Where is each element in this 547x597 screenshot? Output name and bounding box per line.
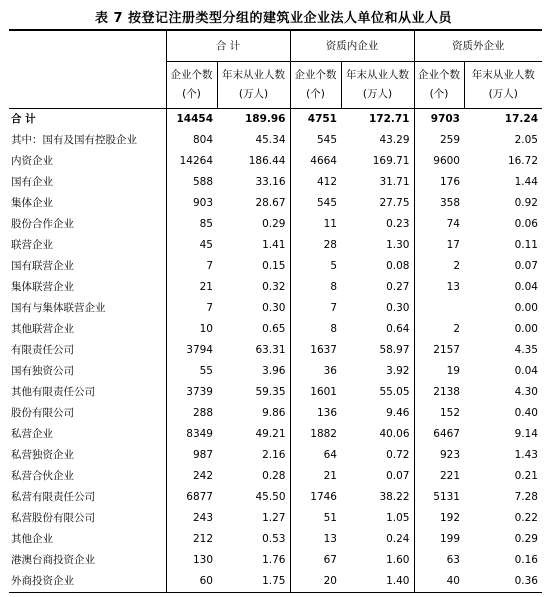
cell-qual-in-count: 8 [290,319,341,340]
cell-qual-out-count: 2 [414,319,464,340]
cell-qual-in-staff: 0.64 [386,323,410,335]
cell-qual-out-count: 152 [414,403,464,424]
cell-qual-in-staff: 169.71 [372,155,410,167]
cell-total-count: 14454 [166,109,217,131]
row-label: 私营有限责任公司 [11,491,95,503]
row-label: 股份合作企业 [11,218,74,230]
cell-qual-in-staff: 0.24 [386,533,410,545]
cell-total-staff: 2.16 [262,449,286,461]
table-row [9,214,542,235]
cell-total-staff: 45.50 [255,491,286,503]
row-label: 其他有限责任公司 [11,386,95,398]
table-row [9,151,542,172]
table-row [9,508,542,529]
row-label: 私营合伙企业 [11,470,74,482]
cell-qual-in-count: 412 [290,172,341,193]
row-label: 联营企业 [11,239,53,251]
cell-qual-in-count: 1601 [290,382,341,403]
cell-qual-in-count: 545 [290,193,341,214]
cell-qual-in-count: 1637 [290,340,341,361]
table-row [9,361,542,382]
cell-total-staff: 33.16 [255,176,286,188]
cell-total-count: 588 [166,172,217,193]
table-row [9,382,542,403]
cell-qual-in-staff: 31.71 [379,176,410,188]
cell-qual-in-staff: 0.07 [386,470,410,482]
cell-qual-in-staff: 43.29 [379,134,410,146]
table-row [9,529,542,550]
header-total-group: 合 计 [166,30,290,62]
cell-qual-in-count: 7 [290,298,341,319]
cell-total-staff: 0.29 [262,218,286,230]
table-row [9,445,542,466]
cell-qual-out-count: 6467 [414,424,464,445]
cell-qual-out-staff: 0.06 [514,218,538,230]
cell-qual-out-count: 192 [414,508,464,529]
cell-qual-in-staff: 0.23 [386,218,410,230]
cell-total-staff: 0.15 [262,260,286,272]
row-label: 外商投资企业 [9,571,166,593]
header-qual-in-staff: 年末从业人数(万人) [341,62,414,109]
cell-total-count: 21 [166,277,217,298]
cell-qual-in-count: 4664 [290,151,341,172]
cell-qual-out-staff: 4.35 [514,344,538,356]
cell-total-count: 903 [166,193,217,214]
cell-qual-out-count [414,298,464,319]
cell-total-count: 130 [166,550,217,571]
cell-qual-out-staff: 0.11 [514,239,538,251]
cell-total-staff: 1.41 [262,239,286,251]
cell-qual-in-count: 5 [290,256,341,277]
row-label: 集体联营企业 [11,281,74,293]
cell-qual-out-count: 74 [414,214,464,235]
cell-total-staff: 186.44 [248,155,286,167]
cell-total-staff: 28.67 [255,197,286,209]
row-label: 国有企业 [11,176,53,188]
row-label: 合 计 [11,113,36,125]
cell-qual-in-count: 136 [290,403,341,424]
cell-qual-in-staff: 58.97 [379,344,410,356]
cell-total-count: 45 [166,235,217,256]
cell-total-count: 55 [166,361,217,382]
cell-qual-in-count: 21 [290,466,341,487]
cell-qual-out-staff: 0.04 [514,281,538,293]
cell-total-staff: 1.75 [217,571,290,593]
table-row [9,277,542,298]
row-label: 集体企业 [11,197,53,209]
cell-qual-in-staff: 1.60 [386,554,410,566]
cell-qual-out-staff: 0.00 [514,302,538,314]
cell-qual-out-staff: 0.36 [464,571,542,593]
cell-total-staff: 45.34 [255,134,286,146]
table-row [9,319,542,340]
cell-qual-out-count: 259 [414,130,464,151]
cell-qual-in-count: 67 [290,550,341,571]
cell-qual-out-count: 176 [414,172,464,193]
table-row [9,340,542,361]
cell-qual-in-staff: 0.30 [386,302,410,314]
cell-qual-in-count: 4751 [290,109,341,131]
cell-qual-in-count: 8 [290,277,341,298]
row-label: 私营企业 [11,428,53,440]
cell-qual-in-staff: 55.05 [379,386,410,398]
cell-qual-out-count: 2157 [414,340,464,361]
cell-qual-out-count: 923 [414,445,464,466]
cell-total-count: 7 [166,298,217,319]
cell-total-staff: 0.53 [262,533,286,545]
table-row [9,298,542,319]
header-qual-out-group: 资质外企业 [414,30,542,62]
cell-total-count: 243 [166,508,217,529]
table-row [9,487,542,508]
cell-total-staff: 189.96 [244,113,286,125]
cell-total-count: 987 [166,445,217,466]
cell-qual-out-staff: 17.24 [504,113,538,125]
cell-total-count: 14264 [166,151,217,172]
cell-qual-in-staff: 9.46 [386,407,410,419]
cell-qual-in-count: 36 [290,361,341,382]
header-qual-out-staff: 年末从业人数(万人) [464,62,542,109]
cell-qual-in-count: 1746 [290,487,341,508]
cell-total-staff: 59.35 [255,386,286,398]
table-row-total [9,109,542,131]
row-label: 有限责任公司 [11,344,74,356]
cell-qual-in-staff: 3.92 [386,365,410,377]
cell-qual-out-staff: 0.04 [514,365,538,377]
row-label: 私营股份有限公司 [11,512,95,524]
cell-total-staff: 0.30 [262,302,286,314]
header-total-count: 企业个数(个) [166,62,217,109]
cell-qual-in-staff: 0.72 [386,449,410,461]
cell-qual-out-staff: 9.14 [514,428,538,440]
row-label: 私营独资企业 [11,449,74,461]
cell-total-staff: 1.27 [262,512,286,524]
cell-qual-out-count: 221 [414,466,464,487]
table-row [9,235,542,256]
cell-total-staff: 1.76 [262,554,286,566]
table-header [9,30,542,109]
cell-qual-out-count: 13 [414,277,464,298]
cell-qual-in-count: 1882 [290,424,341,445]
cell-qual-out-count: 63 [414,550,464,571]
cell-qual-out-staff: 16.72 [507,155,538,167]
header-qual-out-count: 企业个数(个) [414,62,464,109]
cell-qual-in-count: 545 [290,130,341,151]
cell-total-staff: 0.65 [262,323,286,335]
table-row [9,424,542,445]
cell-qual-in-staff: 1.30 [386,239,410,251]
cell-qual-out-staff: 0.40 [514,407,538,419]
cell-qual-in-count: 64 [290,445,341,466]
header-qual-in-count: 企业个数(个) [290,62,341,109]
row-label: 其中：国有及国有控股企业 [11,134,137,146]
cell-qual-in-count: 13 [290,529,341,550]
cell-qual-in-staff: 1.40 [341,571,414,593]
table-body [9,109,542,593]
row-label: 国有独资公司 [11,365,74,377]
row-label: 其他企业 [11,533,53,545]
cell-qual-out-staff: 4.30 [514,386,538,398]
cell-total-count: 7 [166,256,217,277]
cell-qual-out-count: 19 [414,361,464,382]
cell-qual-out-staff: 0.92 [514,197,538,209]
cell-qual-out-staff: 1.43 [514,449,538,461]
table-row [9,193,542,214]
row-label: 其他联营企业 [11,323,74,335]
cell-qual-in-count: 20 [290,571,341,593]
cell-qual-out-count: 2138 [414,382,464,403]
cell-qual-out-staff: 1.44 [514,176,538,188]
cell-qual-in-staff: 172.71 [368,113,410,125]
table-row [9,550,542,571]
table-row [9,571,542,593]
row-label: 内资企业 [11,155,53,167]
cell-qual-in-staff: 0.08 [386,260,410,272]
cell-total-count: 242 [166,466,217,487]
header-label-column [9,30,166,109]
row-label: 股份有限公司 [11,407,74,419]
cell-qual-in-staff: 38.22 [379,491,410,503]
row-label: 港澳台商投资企业 [11,554,95,566]
cell-qual-in-staff: 27.75 [379,197,410,209]
table-title: 表 7 按登记注册类型分组的建筑业企业法人单位和从业人员 [94,11,453,26]
table-row [9,403,542,424]
cell-qual-in-count: 51 [290,508,341,529]
cell-qual-out-count: 2 [414,256,464,277]
cell-total-count: 8349 [166,424,217,445]
row-label: 国有联营企业 [11,260,74,272]
cell-total-staff: 3.96 [262,365,286,377]
cell-total-staff: 0.32 [262,281,286,293]
cell-qual-out-count: 17 [414,235,464,256]
cell-qual-out-count: 9703 [414,109,464,131]
cell-qual-in-staff: 0.27 [386,281,410,293]
cell-total-count: 10 [166,319,217,340]
header-group-row [9,30,542,62]
cell-qual-in-staff: 1.05 [386,512,410,524]
cell-qual-in-count: 28 [290,235,341,256]
cell-total-count: 3794 [166,340,217,361]
cell-qual-out-count: 358 [414,193,464,214]
header-qual-in-group: 资质内企业 [290,30,414,62]
cell-qual-out-staff: 2.05 [514,134,538,146]
table-row [9,130,542,151]
table-row [9,256,542,277]
header-total-staff: 年末从业人数(万人) [217,62,290,109]
cell-qual-out-count: 199 [414,529,464,550]
cell-total-count: 60 [166,571,217,593]
cell-qual-out-staff: 0.29 [514,533,538,545]
cell-total-count: 3739 [166,382,217,403]
cell-total-count: 6877 [166,487,217,508]
cell-total-count: 85 [166,214,217,235]
table-row [9,172,542,193]
cell-total-staff: 49.21 [255,428,286,440]
cell-qual-out-staff: 0.07 [514,260,538,272]
cell-total-count: 288 [166,403,217,424]
cell-total-count: 804 [166,130,217,151]
cell-qual-out-staff: 7.28 [514,491,538,503]
cell-total-staff: 9.86 [262,407,286,419]
cell-qual-out-staff: 0.00 [514,323,538,335]
cell-qual-out-staff: 0.16 [514,554,538,566]
cell-total-staff: 63.31 [255,344,286,356]
cell-qual-out-count: 5131 [414,487,464,508]
cell-total-staff: 0.28 [262,470,286,482]
table-row [9,466,542,487]
row-label: 国有与集体联营企业 [11,302,106,314]
cell-qual-in-count: 11 [290,214,341,235]
cell-qual-in-staff: 40.06 [379,428,410,440]
enterprise-table [9,29,542,593]
cell-qual-out-staff: 0.22 [514,512,538,524]
cell-qual-out-count: 9600 [414,151,464,172]
cell-total-count: 212 [166,529,217,550]
cell-qual-out-count: 40 [414,571,464,593]
cell-qual-out-staff: 0.21 [514,470,538,482]
